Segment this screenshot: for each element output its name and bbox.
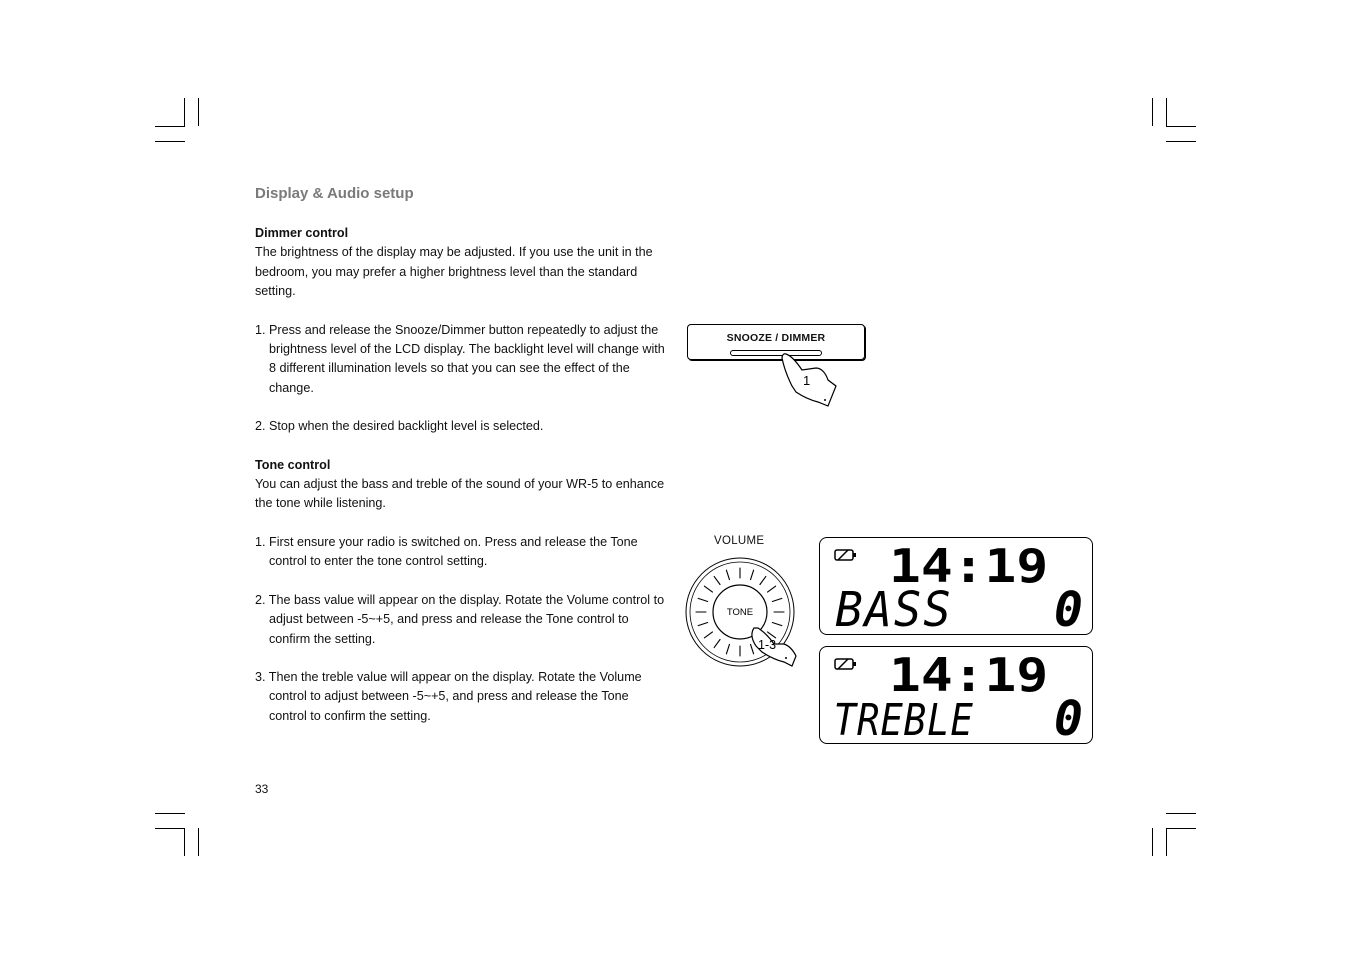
tone-step-2: 2. The bass value will appear on the display. Rotate the Volume control to adjust between -5~+5, and press and release the Tone control to confirm the setting. <box>255 592 665 646</box>
crop-mark <box>198 828 199 856</box>
crop-mark <box>1166 828 1167 856</box>
text-column <box>255 184 665 726</box>
dimmer-intro: The brightness of the display may be adjusted. If you use the unit in the bedroom, you may prefer a higher brightness level than the standard setting. <box>255 245 653 299</box>
lcd-time: 14:19 <box>889 539 1049 594</box>
crop-mark <box>1166 126 1196 127</box>
crop-mark <box>155 828 185 829</box>
crop-mark <box>1166 813 1196 814</box>
snooze-dimmer-label: SNOOZE / DIMMER <box>726 332 826 344</box>
crop-mark <box>184 828 185 856</box>
lcd-display-treble <box>819 646 1093 744</box>
crop-mark <box>155 126 185 127</box>
dimmer-step-1: 1. Press and release the Snooze/Dimmer button repeatedly to adjust the brightness level of the LCD display. The backlight level will change with 8 different illumination levels so that you can see the effect of the change. <box>255 322 665 395</box>
crop-mark <box>1166 98 1167 126</box>
lcd-mode: BASS <box>835 582 953 634</box>
page-number: 33 <box>255 782 269 796</box>
crop-mark <box>155 141 185 142</box>
tone-intro: You can adjust the bass and treble of the sound of your WR-5 to enhance the tone while listening. <box>255 477 665 511</box>
dimmer-title: Dimmer control <box>255 226 349 240</box>
crop-mark <box>1166 141 1196 142</box>
crop-mark <box>155 813 185 814</box>
crop-mark <box>198 98 199 126</box>
crop-mark <box>1152 98 1153 126</box>
crop-mark <box>184 98 185 126</box>
snooze-step-marker: 1 <box>803 373 811 388</box>
crop-mark <box>1166 828 1196 829</box>
tone-title: Tone control <box>255 457 331 472</box>
crop-mark <box>1152 828 1153 856</box>
pointing-hand-icon <box>772 352 852 412</box>
tone-step-3: 3. Then the treble value will appear on the display. Rotate the Volume control to adjust between -5~+5, and press and release the Tone control to confirm the setting. <box>255 669 642 723</box>
lcd-mode: TREBLE <box>833 694 974 743</box>
volume-knob[interactable] <box>680 552 810 672</box>
tone-step-marker: 1-3 <box>758 638 777 652</box>
dimmer-step-2: 2. Stop when the desired backlight level is selected. <box>255 419 544 434</box>
lcd-value: 0 <box>1054 691 1083 743</box>
tone-label: TONE <box>726 607 754 618</box>
volume-label: VOLUME <box>714 535 765 547</box>
section-title: Display & Audio setup <box>255 185 414 202</box>
lcd-display-bass <box>819 537 1093 635</box>
tone-step-1: 1. First ensure your radio is switched on. Press and release the Tone control to enter the tone control setting. <box>255 534 638 569</box>
lcd-value: 0 <box>1054 582 1083 634</box>
lcd-time: 14:19 <box>889 648 1049 703</box>
